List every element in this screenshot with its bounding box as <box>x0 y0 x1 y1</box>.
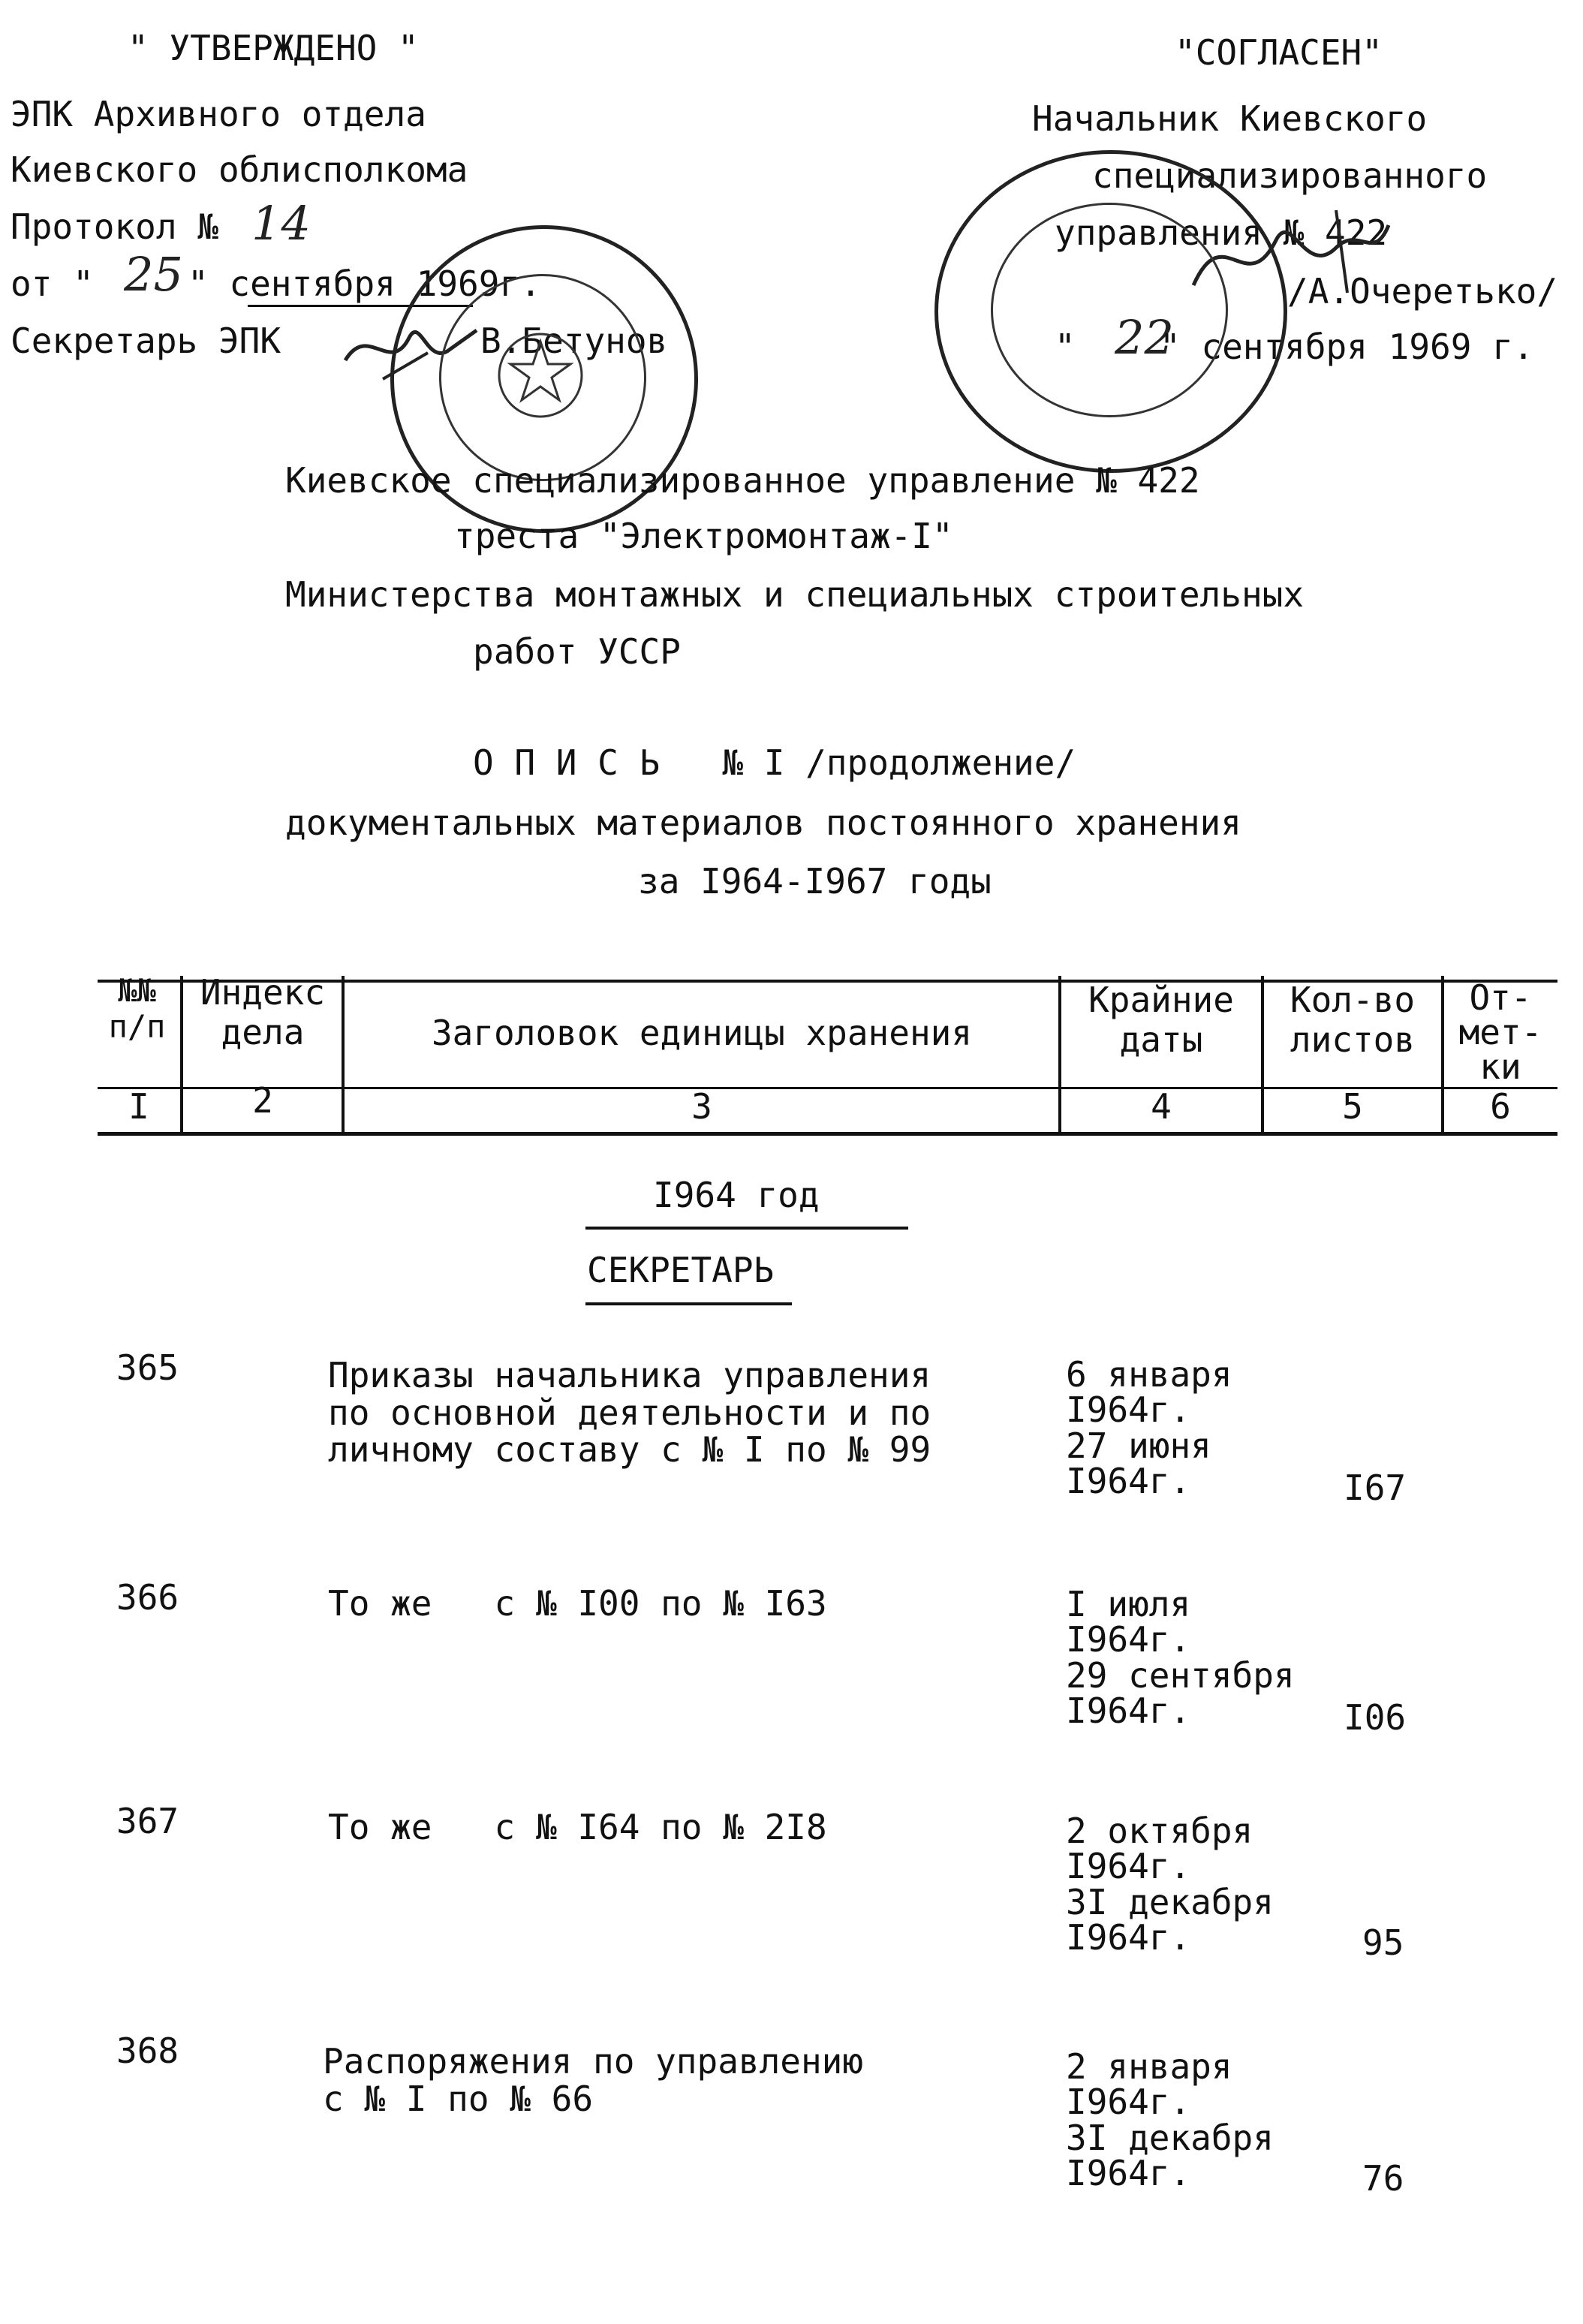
agreed-line3: управления № 422 <box>1055 212 1388 253</box>
header-num-2: 2 <box>252 1080 273 1121</box>
row-title: Распоряжения по управлению с № I по № 66 <box>323 2041 864 2119</box>
section-department: СЕКРЕТАРЬ <box>587 1250 775 1290</box>
header-num-6: 6 <box>1490 1086 1511 1127</box>
header-num-5: 5 <box>1342 1086 1363 1127</box>
approved-date-prefix: от " <box>11 263 94 304</box>
org-line3: Министерства монтажных и специальных строительных <box>285 574 1305 615</box>
header-col-number: №№ п/п <box>108 972 166 1046</box>
row-number: 365 <box>116 1347 179 1388</box>
row-title: То же с № I00 по № I63 <box>328 1583 827 1624</box>
agreed-date-prefix: " <box>1055 327 1076 367</box>
agreed-date-day: 22 <box>1115 310 1174 365</box>
row-title: То же с № I64 по № 2I8 <box>328 1807 827 1847</box>
approved-date-suffix: " сентября 1969г. <box>188 263 541 304</box>
row-dates: I июля I964г. 29 сентября I964г. <box>1066 1584 1295 1732</box>
org-line4: работ УССР <box>473 631 681 672</box>
header-num-4: 4 <box>1151 1086 1172 1127</box>
secretary-label: Секретарь ЭПК <box>11 321 281 361</box>
secretary-name: В.Бетунов <box>480 321 668 361</box>
protocol-number: 14 <box>251 196 311 251</box>
row-sheets: 95 <box>1362 1922 1404 1963</box>
agreed-heading: "СОГЛАСЕН" <box>1175 32 1383 73</box>
header-num-1: I <box>128 1086 149 1127</box>
row-dates: 2 января I964г. 3I декабря I964г. <box>1066 2046 1274 2194</box>
agreed-line1: Начальник Киевского <box>1032 98 1428 139</box>
coat-of-arms-icon <box>484 319 597 432</box>
header-col-notes: От- мет- ки <box>1458 977 1542 1087</box>
row-sheets: 76 <box>1362 2158 1404 2199</box>
inventory-subtitle: документальных материалов постоянного хранения <box>285 802 1241 843</box>
inventory-title: О П И С Ь № I /продолжение/ <box>473 742 1076 783</box>
section-department-underline <box>585 1302 792 1305</box>
row-title: Приказы начальника управления по основной деятельности и по личному составу с № I по № 99 <box>328 1355 931 1471</box>
org-line2: треста "Электромонтаж-I" <box>454 516 953 556</box>
row-number: 367 <box>116 1801 179 1841</box>
row-number: 366 <box>116 1577 179 1618</box>
section-year-underline <box>585 1227 908 1230</box>
right-seal <box>934 150 1287 473</box>
approved-line2: Киевского облисполкома <box>11 149 468 190</box>
agreed-line4: /А.Очеретько/ <box>1287 271 1558 312</box>
header-col-sheets: Кол-во листов <box>1290 980 1416 1060</box>
header-col-title: Заголовок единицы хранения <box>431 1013 973 1053</box>
approved-date-day: 25 <box>124 247 183 302</box>
org-line1: Киевское специализированное управление № 422 <box>285 460 1200 501</box>
protocol-label: Протокол № <box>11 206 218 247</box>
approved-line1: ЭПК Архивного отдела <box>11 94 426 134</box>
header-num-3: 3 <box>691 1086 712 1127</box>
approved-heading: " УТВЕРЖДЕНО " <box>128 28 419 68</box>
header-col-index: Индекс дела <box>200 972 326 1052</box>
header-col-dates: Крайние даты <box>1088 980 1234 1060</box>
header-bottom-rule <box>98 1132 1557 1136</box>
row-dates: 2 октября I964г. 3I декабря I964г. <box>1066 1811 1274 1958</box>
row-sheets: I67 <box>1344 1468 1407 1508</box>
agreed-line2: специализированного <box>1092 155 1488 196</box>
row-number: 368 <box>116 2030 179 2071</box>
row-sheets: I06 <box>1344 1697 1407 1738</box>
section-year: I964 год <box>653 1175 820 1215</box>
agreed-date-suffix: " сентября 1969 г. <box>1160 327 1534 367</box>
right-seal-inner-ring <box>991 203 1228 417</box>
row-dates: 6 января I964г. 27 июня I964г. <box>1066 1354 1232 1502</box>
inventory-period: за I964-I967 годы <box>638 861 992 902</box>
